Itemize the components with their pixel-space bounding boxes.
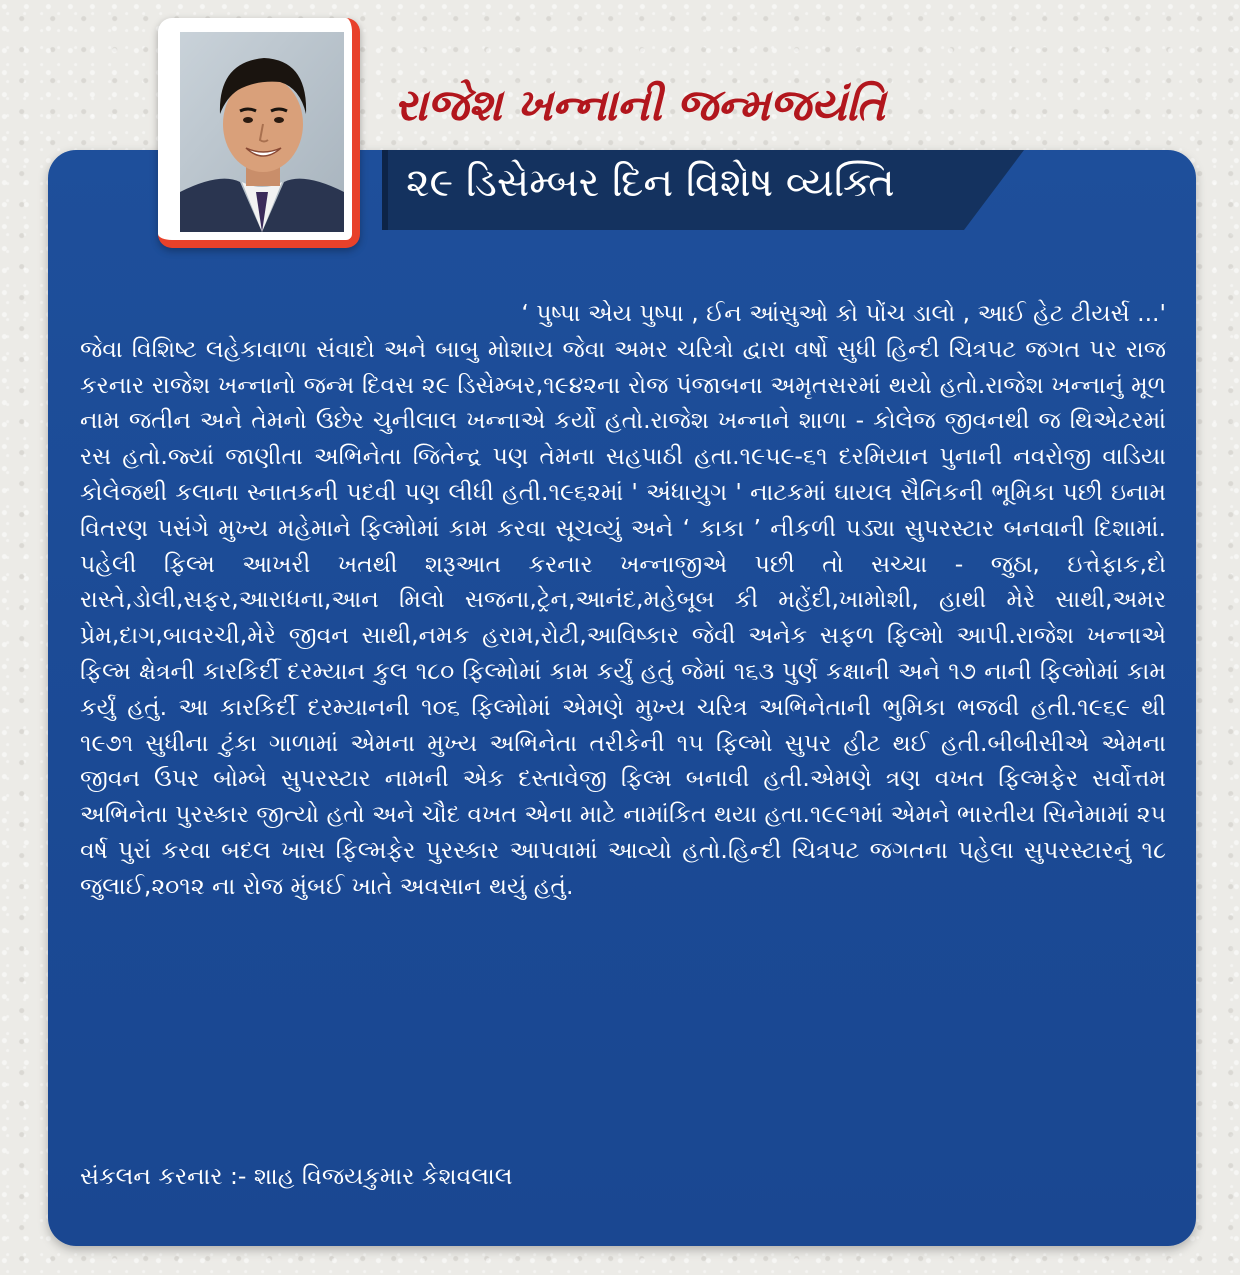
title-banner (382, 150, 1024, 230)
opening-quote: ‘ પુષ્પા એય પુષ્પા , ઈન આંસુઓ કો પોંચ ડાલો , આઈ હેટ ટીયર્સ ...' (521, 299, 1166, 327)
compiler-credit: સંકલન કરનાર :- શાહ વિજયકુમાર કેશવલાલ (80, 1162, 513, 1190)
portrait-photo (180, 32, 344, 232)
article-paragraph: જેવા વિશિષ્ટ લહેકાવાળા સંવાદો અને બાબુ મોશાય જેવા અમર ચરિત્રો દ્વારા વર્ષો સુધી હિન્દી ચિત્રપટ જગત પર રાજ કરનાર રાજેશ ખન્નાનો જન્મ દિવસ ૨૯ ડિસેમ્બર,૧૯૪૨ના રોજ પંજાબના અમૃતસરમાં થયો હતો.રાજેશ ખન્નાનું મૂળ નામ જતીન અને તેમનો ઉછેર ચુનીલાલ ખન્નાએ કર્યો હતો.રાજેશ ખન્નાને શાળા - કોલેજ જીવનથી જ થિએટરમાં રસ હતો.જ્યાં જાણીતા અભિનેતા જિતેન્દ્ર પણ તેમના સહપાઠી હતા.૧૯૫૯-૬૧ દરમિયાન પુનાની નવરોજી વાડિયા કોલેજથી કલાના સ્નાતકની પદવી પણ લીધી હતી.૧૯૬૨માં ' અંધાયુગ ' નાટકમાં ઘાયલ સૈનિકની ભૂમિકા પછી ઇનામ વિતરણ પસંગે મુખ્ય મહેમાને ફિલ્મોમાં કામ કરવા સૂચવ્યું અને ‘ કાકા ’ નીકળી પડ્યા સુપરસ્ટાર બનવાની દિશામાં. પહેલી ફિલ્મ આખરી ખતથી શરૂઆત કરનાર ખન્નાજીએ પછી તો સચ્ચા - જુઠા, ઇત્તેફાક,દો રાસ્તે,ડોલી,સફર,આરાધના,આન મિલો સજના,ટ્રેન,આનંદ,મહેબૂબ કી મહેંદી,ખામોશી, હાથી મેરે સાથી,અમર પ્રેમ,દાગ,બાવરચી,મેરે જીવન સાથી,નમક હરામ,રોટી,આવિષ્કાર જેવી અનેક સફળ ફિલ્મો આપી.રાજેશ ખન્નાએ ફિલ્મ ક્ષેત્રની કારકિર્દી દરમ્યાન કુલ ૧૮૦ ફિલ્મોમાં કામ કર્યું હતું જેમાં ૧૬૩ પુર્ણ કક્ષાની અને ૧૭ નાની ફિલ્મોમાં કામ કર્યું હતું. આ કારકિર્દી દરમ્યાનની ૧૦૬ ફિલ્મોમાં એમણે મુખ્ય ચરિત્ર અભિનેતાની ભુમિકા ભજવી હતી.૧૯૬૯ થી ૧૯૭૧ સુધીના ટુંકા ગાળામાં એમના મુખ્ય અભિનેતા તરીકેની ૧૫ ફિલ્મો સુપર હીટ થઈ હતી.બીબીસીએ એમના જીવન ઉપર બોમ્બે સુપરસ્ટાર નામની એક દસ્તાવેજી ફિલ્મ બનાવી હતી.એમણે ત્રણ વખત ફિલ્મફેર સર્વોત્તમ અભિનેતા પુરસ્કાર જીત્યો હતો અને ચૌદ વખત એના માટે નામાંકિત થયા હતા.૧૯૯૧માં એમને ભારતીય સિનેમામાં ૨૫ વર્ષ પુરાં કરવા બદલ ખાસ ફિલ્મફેર પુરસ્કાર આપવામાં આવ્યો હતો.હિન્દી ચિત્રપટ જગતના પહેલા સુપરસ્ટારનું ૧૮ જુલાઈ,૨૦૧૨ ના રોજ મુંબઈ ખાતે અવસાન થયું હતું. (80, 334, 1166, 900)
banner-title: ૨૯ ડિસેમ્બર દિન વિશેષ વ્યક્તિ (406, 160, 895, 206)
script-title: રાજેશ ખન્નાની જન્મજયંતિ (394, 80, 885, 131)
article-body (80, 296, 1166, 905)
portrait-frame (158, 18, 360, 248)
